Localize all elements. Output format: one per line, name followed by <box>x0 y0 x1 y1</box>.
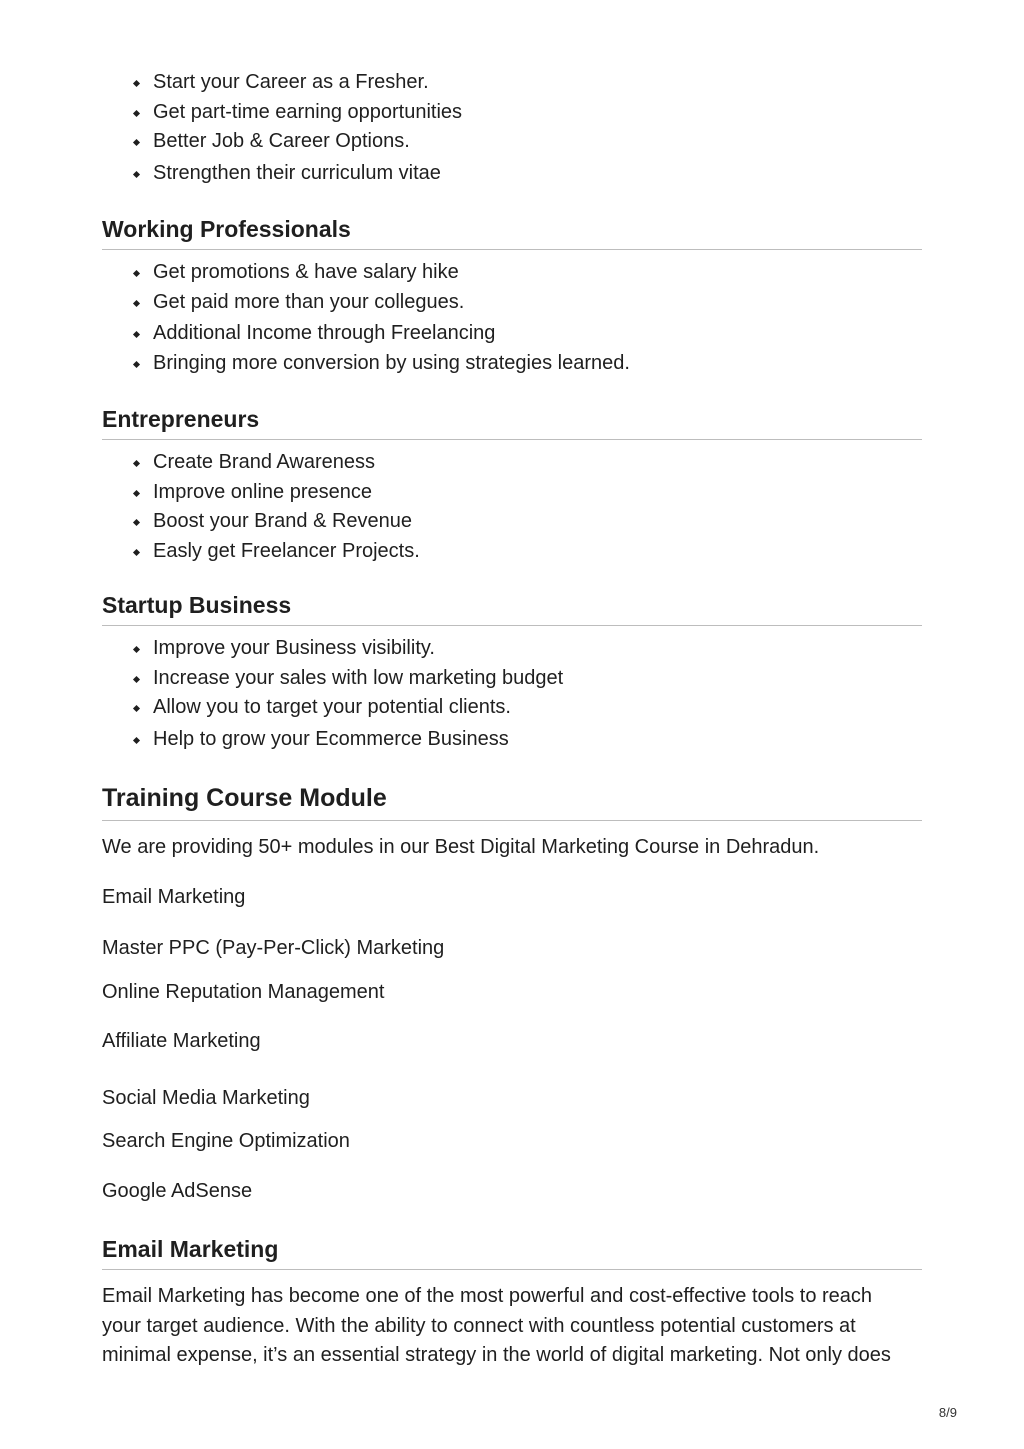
module-item: Email Marketing <box>102 885 246 908</box>
list-item: Get promotions & have salary hike <box>132 258 922 288</box>
diamond-bullet-icon <box>133 299 140 306</box>
diamond-bullet-icon <box>133 736 140 743</box>
section-heading-entrepreneurs: Entrepreneurs <box>102 406 922 440</box>
email-paragraph-line: your target audience. With the ability to connect with countless potential customers at <box>102 1314 856 1337</box>
section-heading-working-professionals: Working Professionals <box>102 216 922 250</box>
diamond-bullet-icon <box>133 675 140 682</box>
document-content <box>102 68 922 1371</box>
diamond-bullet-icon <box>133 331 140 338</box>
diamond-bullet-icon <box>133 170 140 177</box>
list-item: Help to grow your Ecommerce Business <box>132 725 922 755</box>
list-item: Improve your Business visibility. <box>132 634 922 664</box>
module-item: Master PPC (Pay-Per-Click) Marketing <box>102 937 445 959</box>
section-heading-startup-business: Startup Business <box>102 592 922 626</box>
module-list <box>102 883 922 1207</box>
section-heading-training-course-module: Training Course Module <box>102 784 922 821</box>
list-item: Get part-time earning opportunities <box>132 98 922 128</box>
diamond-bullet-icon <box>133 646 140 653</box>
list-item: Boost your Brand & Revenue <box>132 507 922 537</box>
diamond-bullet-icon <box>133 519 140 526</box>
list-item: Get paid more than your collegues. <box>132 288 922 318</box>
module-item: Affiliate Marketing <box>102 1030 261 1052</box>
list-item: Bringing more conversion by using strategies learned. <box>132 349 922 379</box>
module-item: Online Reputation Management <box>102 980 385 1003</box>
list-item: Start your Career as a Fresher. <box>132 68 922 98</box>
list-item: Improve online presence <box>132 478 922 508</box>
intro-bullet-list <box>102 68 922 188</box>
list-item: Additional Income through Freelancing <box>132 319 922 349</box>
diamond-bullet-icon <box>133 80 140 87</box>
list-item: Increase your sales with low marketing budget <box>132 664 922 694</box>
entrepreneurs-list <box>102 448 922 566</box>
email-paragraph-line: minimal expense, it’s an essential strategy in the world of digital marketing. Not only does <box>102 1344 891 1366</box>
training-intro-text: We are providing 50+ modules in our Best Digital Marketing Course in Dehradun. <box>102 836 820 858</box>
working-professionals-list <box>102 258 922 378</box>
list-item: Strengthen their curriculum vitae <box>132 159 922 189</box>
page-number: 8/9 <box>938 1405 957 1420</box>
diamond-bullet-icon <box>133 109 140 116</box>
list-item: Create Brand Awareness <box>132 448 922 478</box>
list-item: Better Job & Career Options. <box>132 127 922 157</box>
module-item: Search Engine Optimization <box>102 1130 350 1152</box>
diamond-bullet-icon <box>133 460 140 467</box>
list-item: Allow you to target your potential clients. <box>132 693 922 723</box>
email-paragraph-line: Email Marketing has become one of the most powerful and cost-effective tools to reach <box>102 1285 873 1307</box>
diamond-bullet-icon <box>133 270 140 277</box>
diamond-bullet-icon <box>133 139 140 146</box>
list-item: Easly get Freelancer Projects. <box>132 537 922 567</box>
diamond-bullet-icon <box>133 360 140 367</box>
section-heading-email-marketing: Email Marketing <box>102 1236 922 1270</box>
diamond-bullet-icon <box>133 489 140 496</box>
module-item: Social Media Marketing <box>102 1086 310 1109</box>
module-item: Google AdSense <box>102 1179 253 1202</box>
diamond-bullet-icon <box>133 705 140 712</box>
diamond-bullet-icon <box>133 548 140 555</box>
startup-business-list <box>102 634 922 754</box>
